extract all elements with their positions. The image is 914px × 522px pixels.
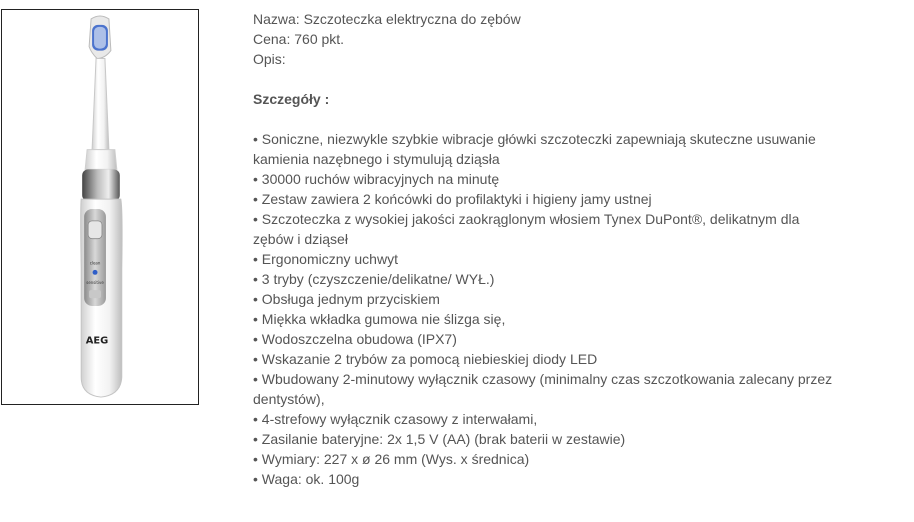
brush-neck (92, 59, 109, 150)
spacer (253, 69, 843, 89)
toothbrush-illustration (2, 10, 198, 404)
feature-item: • Waga: ok. 100g (253, 469, 843, 489)
feature-item: • Soniczne, niezwykle szybkie wibracje główki szczoteczki zapewniają skuteczne usuwanie kamienia nazębnego i stymulują dziąsła (253, 129, 843, 169)
product-details (253, 9, 843, 489)
feature-item: • 4-strefowy wyłącznik czasowy z interwałami, (253, 409, 843, 429)
feature-item: • Zestaw zawiera 2 końcówki do profilaktyki i higieny jamy ustnej (253, 189, 843, 209)
feature-item: • Miękka wkładka gumowa nie ślizga się, (253, 309, 843, 329)
feature-item: • Ergonomiczny uchwyt (253, 249, 843, 269)
product-price: Cena: 760 pkt. (253, 31, 345, 47)
feature-item: • Wodoszczelna obudowa (IPX7) (253, 329, 843, 349)
feature-item: • Zasilanie bateryjne: 2x 1,5 V (AA) (brak baterii w zestawie) (253, 429, 843, 449)
feature-item: • 30000 ruchów wibracyjnych na minutę (253, 169, 843, 189)
spacer (253, 109, 843, 129)
feature-item: • Szczoteczka z wysokiej jakości zaokrąglonym włosiem Tynex DuPont®, delikatnym dla zębów i dziąseł (253, 209, 843, 249)
control-panel (84, 209, 106, 306)
description-label: Opis: (253, 51, 286, 67)
mode-clean-label: clean (89, 260, 101, 266)
feature-item: • 3 tryby (czyszczenie/delikatne/ WYŁ.) (253, 269, 843, 289)
feature-item: • Wskazanie 2 trybów za pomocą niebieskiej diody LED (253, 349, 843, 369)
brush-head (89, 16, 111, 59)
mode-sensitive-label: sensitive (86, 280, 104, 286)
led-dot (93, 270, 98, 275)
product-name: Nazwa: Szczoteczka elektryczna do zębów (253, 11, 521, 27)
details-heading: Szczegóły : (253, 91, 330, 107)
feature-item: • Wymiary: 227 x ø 26 mm (Wys. x średnica) (253, 449, 843, 469)
feature-item: • Obsługa jednym przyciskiem (253, 289, 843, 309)
features-list (253, 129, 843, 489)
product-image (1, 9, 199, 405)
chrome-ring (82, 169, 120, 201)
feature-item: • Wbudowany 2-minutowy wyłącznik czasowy (minimalny czas szczotkowania zalecany przez dentystów), (253, 369, 843, 409)
brand-logo: AEG (85, 335, 109, 347)
